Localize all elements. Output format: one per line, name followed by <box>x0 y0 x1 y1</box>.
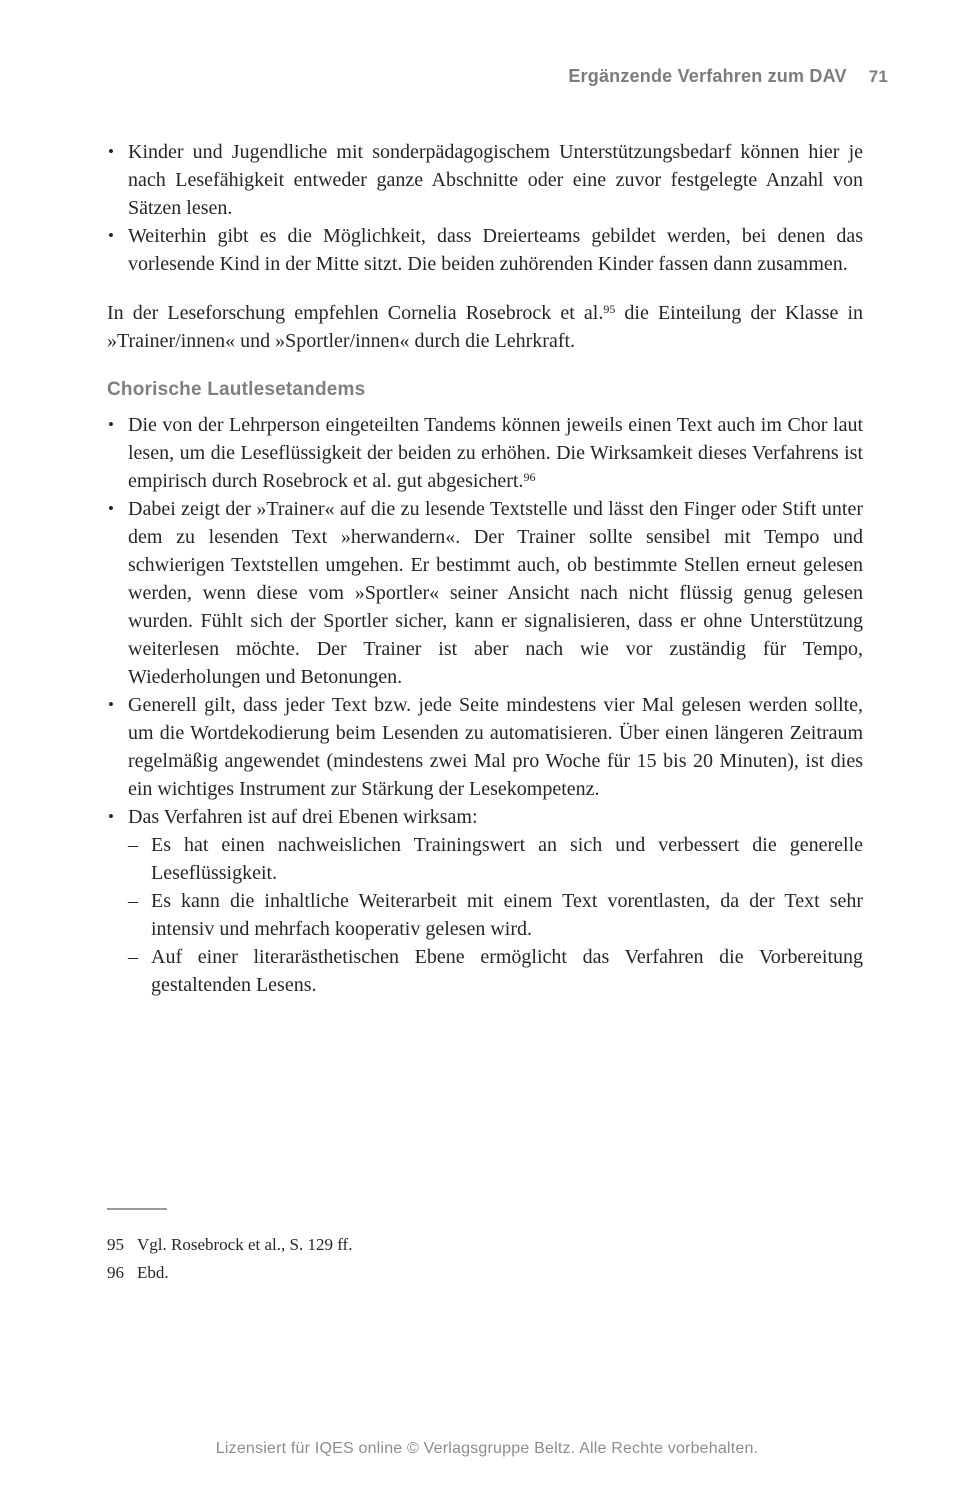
running-head-title: Ergänzende Verfahren zum DAV <box>568 66 847 86</box>
running-head <box>568 66 888 87</box>
footnote-item <box>107 1259 863 1287</box>
footnote-number: 95 <box>107 1235 124 1254</box>
sub-list-item <box>128 943 863 999</box>
section-heading: Chorische Lautlesetandems <box>107 379 366 400</box>
bullet-marker: • <box>108 499 114 518</box>
footnote-ref-96: 96 <box>523 470 536 484</box>
bullet-marker: • <box>108 142 114 161</box>
list-item <box>107 495 863 691</box>
footnotes-block <box>107 1208 863 1287</box>
sub-list-item <box>128 887 863 943</box>
list-item-text: Weiterhin gibt es die Möglichkeit, dass Dreierteams gebildet werden, bei denen das vorlesende Kind in der Mitte sitzt. Die beiden zuhörenden Kinder fassen dann zusammen. <box>128 225 863 275</box>
list-item <box>107 411 863 495</box>
sub-list-item <box>128 831 863 887</box>
footnote-text: Ebd. <box>137 1263 169 1282</box>
dash-marker: – <box>128 946 138 968</box>
paragraph-text: die Einteilung der Klasse in »Trainer/innen« und »Sportler/innen« durch die Lehrkraft. <box>107 302 864 352</box>
footnote-ref-95: 95 <box>603 302 616 316</box>
list-item <box>107 691 863 803</box>
list-item-text: Dabei zeigt der »Trainer« auf die zu lesende Textstelle und lässt den Finger oder Stift unter dem zu lesenden Text »herwandern«. Der Trainer sollte sensibel mit Tempo und schwierigen Textstellen umgehen. Er bestimmt auch, ob bestimmte Stellen erneut gelesen werden, wenn diese vom »Sportler« seiner Ansicht nach nicht flüssig genug gelesen wurden. Fühlt sich der Sportler sicher, kann er signalisieren, dass er ohne Unterstützung weiterlesen möchte. Der Trainer ist aber nach wie vor zuständig für Tempo, Wiederholungen und Betonungen. <box>128 498 863 688</box>
paragraph-text: In der Leseforschung empfehlen Cornelia Rosebrock et al. <box>107 302 604 324</box>
list-item <box>107 138 863 222</box>
sub-list-item-text: Es hat einen nachweislichen Trainingswert an sich und verbessert die generelle Leseflüssigkeit. <box>151 834 863 884</box>
list-item <box>107 803 863 999</box>
list-item <box>107 222 863 278</box>
dash-marker: – <box>128 890 138 912</box>
bullet-marker: • <box>108 807 114 826</box>
list-item-text: Generell gilt, dass jeder Text bzw. jede Seite mindestens vier Mal gelesen werden sollte, um die Wortdekodierung beim Lesenden zu automatisieren. Über einen längeren Zeitraum regelmäßig angewendet (mindestens zwei Mal pro Woche für 15 bis 20 Minuten), ist dies ein wichtiges Instrument zur Stärkung der Lesekompetenz. <box>128 694 863 800</box>
bullet-marker: • <box>108 695 114 714</box>
bullet-marker: • <box>108 415 114 434</box>
sub-list-item-text: Auf einer literarästhetischen Ebene ermöglicht das Verfahren die Vorbereitung gestaltenden Lesens. <box>151 946 863 996</box>
footnote-number: 96 <box>107 1263 124 1282</box>
list-item-text: Kinder und Jugendliche mit sonderpädagogischem Unterstützungsbedarf können hier je nach Lesefähigkeit entweder ganze Abschnitte oder eine zuvor festgelegte Anzahl von Sätzen lesen. <box>128 141 863 219</box>
footnote-divider <box>107 1208 167 1210</box>
footnote-item <box>107 1231 863 1259</box>
dash-marker: – <box>128 834 138 856</box>
license-footer: Lizensiert für IQES online © Verlagsgruppe Beltz. Alle Rechte vorbehalten. <box>215 1440 759 1457</box>
section-bullet-list <box>107 411 863 999</box>
sub-list-item-text: Es kann die inhaltliche Weiterarbeit mit einem Text vorentlasten, da der Text sehr intensiv und mehrfach kooperativ gelesen wird. <box>151 890 863 940</box>
paragraph <box>107 299 863 355</box>
page-number: 71 <box>868 67 888 86</box>
bullet-marker: • <box>108 226 114 245</box>
list-item-text: Die von der Lehrperson eingeteilten Tandems können jeweils einen Text auch im Chor laut lesen, um die Leseflüssigkeit der beiden zu erhöhen. Die Wirksamkeit dieses Verfahrens ist empirisch durch Rosebrock et al. gut abgesichert. <box>128 414 863 492</box>
footnote-text: Vgl. Rosebrock et al., S. 129 ff. <box>137 1235 353 1254</box>
intro-bullet-list <box>107 138 863 278</box>
text-column <box>107 138 863 999</box>
sub-list <box>128 831 863 999</box>
list-item-text: Das Verfahren ist auf drei Ebenen wirksam: <box>128 806 478 828</box>
